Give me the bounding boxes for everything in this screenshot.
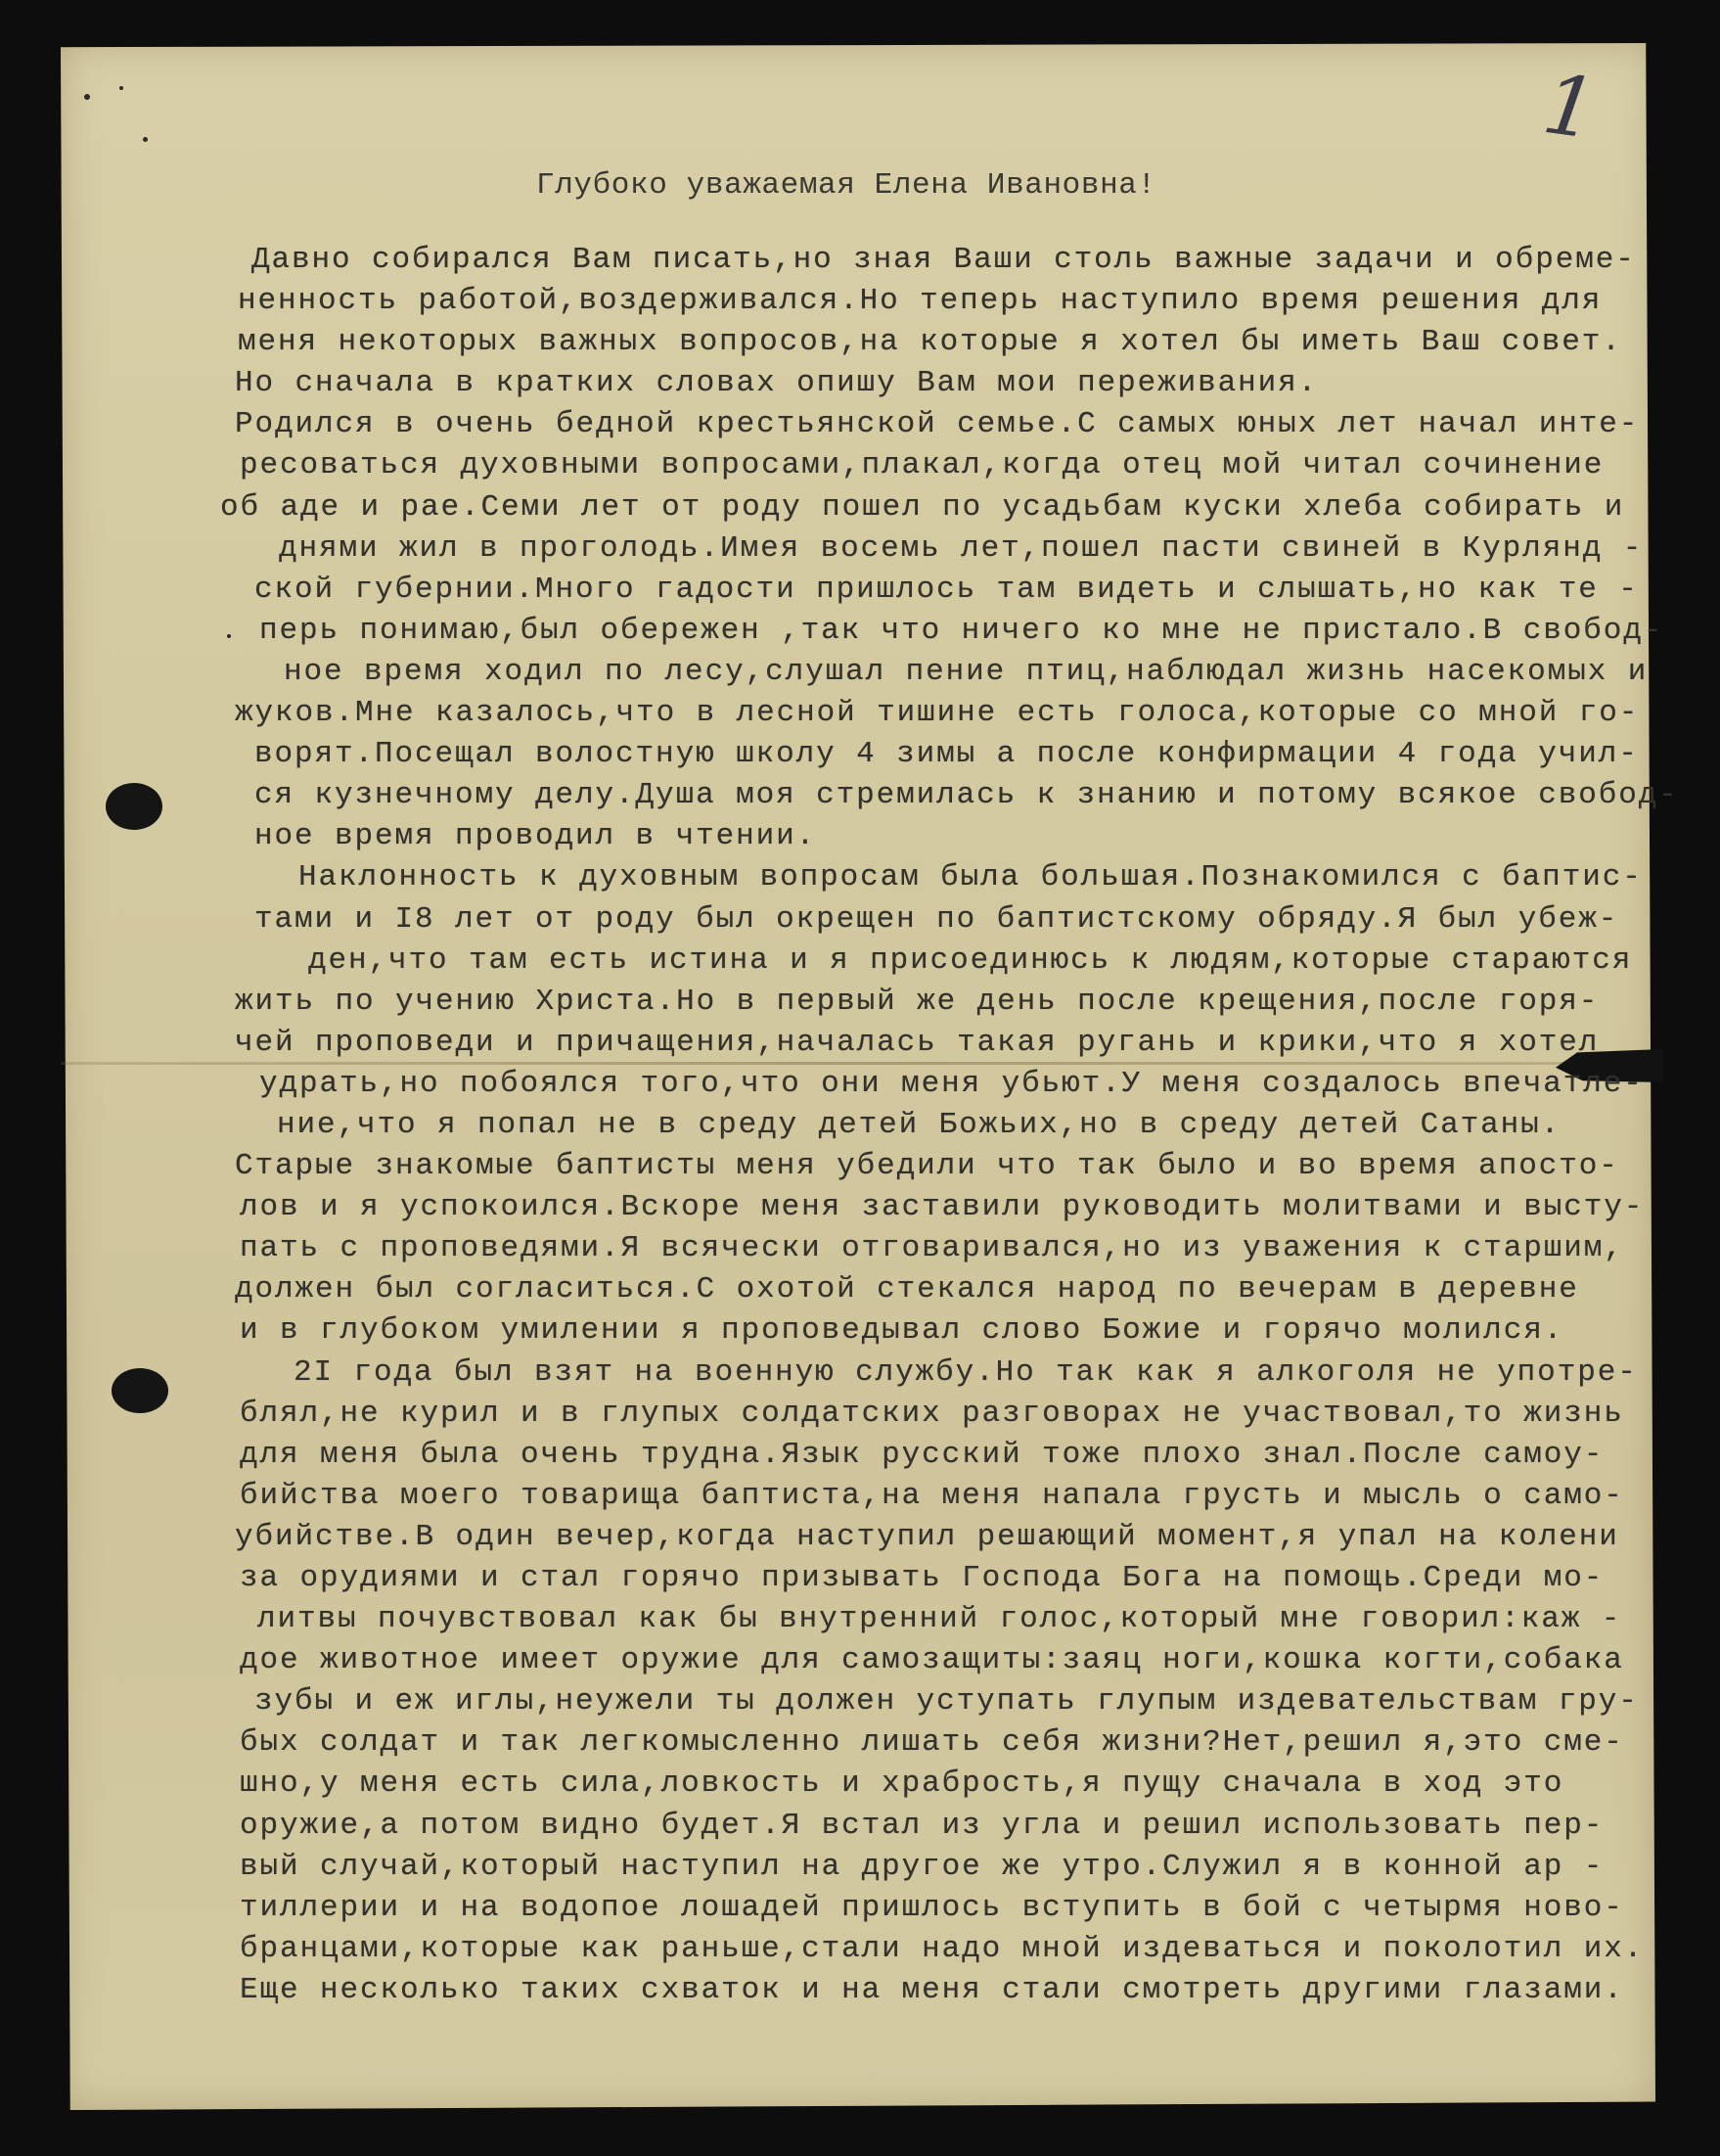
text-line: шно,у меня есть сила,ловкость и храбрость,я пущу сначала в ход это [240, 1766, 1564, 1802]
text-line: оружие,а потом видно будет.Я встал из угла и решил использовать пер- [240, 1808, 1605, 1843]
text-line: ненность работой,воздерживался.Но теперь наступило время решения для [238, 284, 1603, 319]
text-line: тиллерии и на водопое лошадей пришлось вступить в бой с четырмя ново- [240, 1890, 1624, 1925]
text-line: пать с проповедями.Я всячески отговаривался,но из уважения к старшим, [240, 1231, 1624, 1266]
text-line: тами и I8 лет от роду был окрещен по баптистскому обряду.Я был убеж- [254, 901, 1619, 937]
text-line: перь понимаю,был обережен ,так что ничего ко мне не пристало.В свобод- [259, 613, 1664, 648]
text-line: 2I года был взят на военную службу.Но так как я алкоголя не употре- [294, 1354, 1638, 1390]
text-line: ся кузнечному делу.Душа моя стремилась к знанию и потому всякое свобод- [254, 778, 1679, 813]
text-line: Давно собирался Вам писать,но зная Ваши столь важные задачи и обреме- [251, 243, 1636, 277]
text-line: ворят.Посещал волостную школу 4 зимы а после конфирмации 4 года учил- [254, 737, 1639, 772]
text-line: ное время проводил в чтении. [254, 819, 817, 854]
text-line: Родился в очень бедной крестьянской семье.С самых юных лет начал инте- [235, 407, 1640, 442]
text-line: удрать,но побоялся того,что они меня убьют.У меня создалось впечатле- [259, 1066, 1644, 1101]
text-line: меня некоторых важных вопросов,на которые я хотел бы иметь Ваш совет. [238, 325, 1622, 360]
text-line: Наклонность к духовным вопросам была большая.Познакомился с баптис- [298, 860, 1643, 895]
text-line: должен был согласиться.С охотой стекался народ по вечерам в деревне [235, 1272, 1579, 1307]
text-line: за орудиями и стал горячо призывать Господа Бога на помощь.Среди мо- [240, 1561, 1605, 1595]
ink-speck [84, 94, 90, 100]
text-line: жуков.Мне казалось,что в лесной тишине есть голоса,которые со мной го- [235, 696, 1640, 731]
text-line: бранцами,которые как раньше,стали надо мной издеваться и поколотил их. [240, 1931, 1645, 1966]
text-line: и в глубоком умилении я проповедывал слово Божие и горячо молился. [240, 1313, 1564, 1349]
text-line: днями жил в проголодь.Имея восемь лет,пошел пасти свиней в Курлянд - [279, 530, 1644, 566]
text-line: чей проповеди и причащения,началась такая ругань и крики,что я хотел [235, 1025, 1600, 1060]
text-line: об аде и рае.Семи лет от роду пошел по усадьбам куски хлеба собирать и [220, 489, 1625, 525]
page-number: 1 [1537, 55, 1604, 159]
text-line: ресоваться духовными вопросами,плакал,когда отец мой читал сочинение [240, 448, 1605, 483]
text-line: для меня была очень трудна.Язык русский тоже плохо знал.После самоу- [240, 1437, 1605, 1472]
punch-hole [106, 783, 162, 830]
text-line: ние,что я попал не в среду детей Божьих,но в среду детей Сатаны. [277, 1107, 1562, 1142]
text-line: убийстве.В один вечер,когда наступил решающий момент,я упал на колени [235, 1519, 1619, 1554]
text-line: жить по учению Христа.Но в первый же день после крещения,после горя- [235, 984, 1600, 1019]
text-line: дое животное имеет оружие для самозащиты:заяц ноги,кошка когти,собака [240, 1643, 1624, 1678]
letter-body [220, 240, 1679, 2011]
ink-speck [119, 86, 123, 90]
text-line: бых солдат и так легкомысленно лишать себя жизни?Нет,решил я,это сме- [240, 1725, 1624, 1761]
text-line: Еще несколько таких схваток и на меня стали смотреть другими глазами. [240, 1972, 1624, 2007]
text-line: лов и я успокоился.Вскоре меня заставили руководить молитвами и высту- [240, 1190, 1645, 1225]
text-line: Старые знакомые баптисты меня убедили что так было и во время апосто- [235, 1149, 1619, 1184]
ink-speck [143, 137, 148, 142]
text-line: Но сначала в кратких словах опишу Вам мои переживания. [235, 366, 1319, 401]
punch-hole [112, 1368, 168, 1413]
text-line: ное время ходил по лесу,слушал пение птиц,наблюдал жизнь насекомых и [284, 654, 1649, 689]
text-line: ден,что там есть истина и я присоединюсь к людям,которые стараются [308, 942, 1633, 978]
text-line: ской губернии.Много гадости пришлось там видеть и слышать,но как те - [254, 572, 1639, 607]
letter-salutation: Глубоко уважаемая Елена Ивановна! [536, 168, 1156, 203]
text-line: бийства моего товарища баптиста,на меня напала грусть и мысль о само- [240, 1478, 1624, 1513]
text-line: зубы и еж иглы,неужели ты должен уступать глупым издевательствам гру- [254, 1684, 1639, 1720]
text-line: литвы почувствовал как бы внутренний голос,который мне говорил:каж - [257, 1602, 1622, 1637]
text-line: вый случай,который наступил на другое же утро.Служил я в конной ар - [240, 1849, 1605, 1884]
text-line: блял,не курил и в глупых солдатских разговорах не участвовал,то жизнь [240, 1396, 1624, 1431]
